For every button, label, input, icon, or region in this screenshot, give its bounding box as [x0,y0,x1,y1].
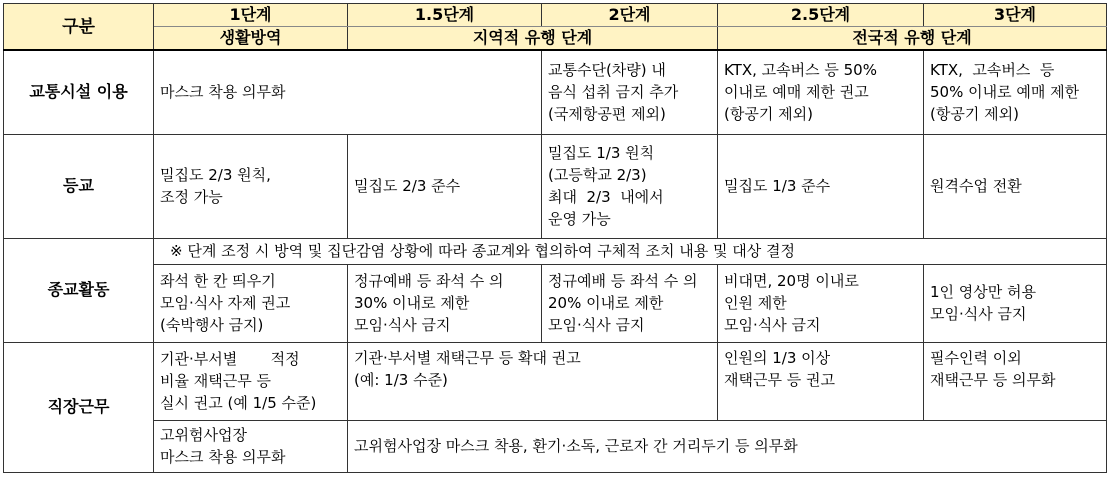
phase-1-5-header: 1.5단계 [348,4,542,27]
phase-3-header: 3단계 [924,4,1107,27]
text-line: KTX, 고속버스 등 50% [724,61,877,80]
religion-phase2-cell [542,264,718,342]
text-line: (항공기 제외) [930,105,1019,124]
school-phase3-cell: 원격수업 전환 [924,134,1107,238]
text-line: 기관·부서별 재택근무 등 확대 권고 [354,348,581,367]
text-line: 1인 영상만 허용 [930,283,1037,301]
distancing-table [3,3,1107,473]
text-line: 비대면, 20명 이내로 [724,272,859,290]
transport-phase3-cell [924,50,1107,134]
work-phase1-cell [154,342,348,420]
religion-phase25-cell [718,264,924,342]
work-phase3-cell [924,342,1107,420]
area-header-daily: 생활방역 [154,27,348,51]
text-line: (국제항공편 제외) [548,105,666,124]
text-line: 30% 이내로 제한 [354,294,470,312]
row-label-school: 등교 [4,134,154,238]
phase-2-header: 2단계 [542,4,718,27]
text-line: 실시 권고 (예 1/5 수준) [160,394,317,412]
row-label-work: 직장근무 [4,342,154,472]
school-phase1-cell [154,134,348,238]
religion-phase3-cell [924,264,1107,342]
text-line: 최대 2/3 내에서 [548,188,664,206]
text-line: 밀집도 2/3 원칙, [160,166,271,184]
religion-phase15-cell [348,264,542,342]
text-line: 고위험사업장 [160,426,247,444]
phase-1-header: 1단계 [154,4,348,27]
text-line: KTX, 고속버스 등 [930,61,1055,80]
work-phase25-cell [718,342,924,420]
text-line: 조정 가능 [160,188,223,206]
text-line: (항공기 제외) [724,105,813,124]
work-phase15-2-cell [348,342,718,420]
text-line: 밀집도 1/3 원칙 [548,144,655,162]
text-line: 교통수단(차량) 내 [548,61,666,80]
text-line: 모임·식사 금지 [548,316,645,334]
text-line: (숙박행사 금지) [160,316,264,334]
text-line: 재택근무 등 의무화 [930,370,1056,389]
header-corner: 구분 [4,4,154,51]
work-highrisk-label-cell [154,420,348,472]
text-line: 모임·식사 자제 권고 [160,294,291,312]
text-line: 필수인력 이외 [930,348,1022,367]
phase-2-5-header: 2.5단계 [718,4,924,27]
text-line: (예: 1/3 수준) [354,370,448,389]
text-line: 모임·식사 금지 [724,316,821,334]
text-line: 50% 이내로 예매 제한 [930,83,1080,102]
work-highrisk-cell: 고위험사업장 마스크 착용, 환기·소독, 근로자 간 거리두기 등 의무화 [348,420,1107,472]
text-line: (고등학교 2/3) [548,166,647,184]
text-line: 음식 섭취 금지 추가 [548,83,679,102]
text-line: 이내로 예매 제한 권고 [724,83,869,102]
area-header-national: 전국적 유행 단계 [718,27,1107,51]
row-label-transport: 교통시설 이용 [4,50,154,134]
area-header-regional: 지역적 유행 단계 [348,27,718,51]
text-line: 좌석 한 칸 띄우기 [160,272,276,290]
transport-mask-cell: 마스크 착용 의무화 [154,50,542,134]
text-line: 모임·식사 금지 [354,316,451,334]
text-line: 마스크 착용 의무화 [160,448,286,466]
text-line: 인원의 1/3 이상 [724,348,831,367]
text-line: 모임·식사 금지 [930,305,1027,323]
text-line: 기관·부서별 적정 [160,350,300,368]
school-phase2-cell [542,134,718,238]
text-line: 비율 재택근무 등 [160,372,271,390]
text-line: 인원 제한 [724,294,787,312]
text-line: 재택근무 등 권고 [724,370,835,389]
row-label-religion: 종교활동 [4,238,154,342]
religion-note: ※ 단계 조정 시 방역 및 집단감염 상황에 따라 종교계와 협의하여 구체적 조치 내용 및 대상 결정 [154,238,1107,264]
religion-phase1-cell [154,264,348,342]
text-line: 운영 가능 [548,210,611,228]
school-phase15-cell: 밀집도 2/3 준수 [348,134,542,238]
text-line: 정규예배 등 좌석 수 의 [548,272,698,290]
transport-phase2-cell [542,50,718,134]
school-phase25-cell: 밀집도 1/3 준수 [718,134,924,238]
transport-phase25-cell [718,50,924,134]
text-line: 정규예배 등 좌석 수 의 [354,272,504,290]
text-line: 20% 이내로 제한 [548,294,664,312]
